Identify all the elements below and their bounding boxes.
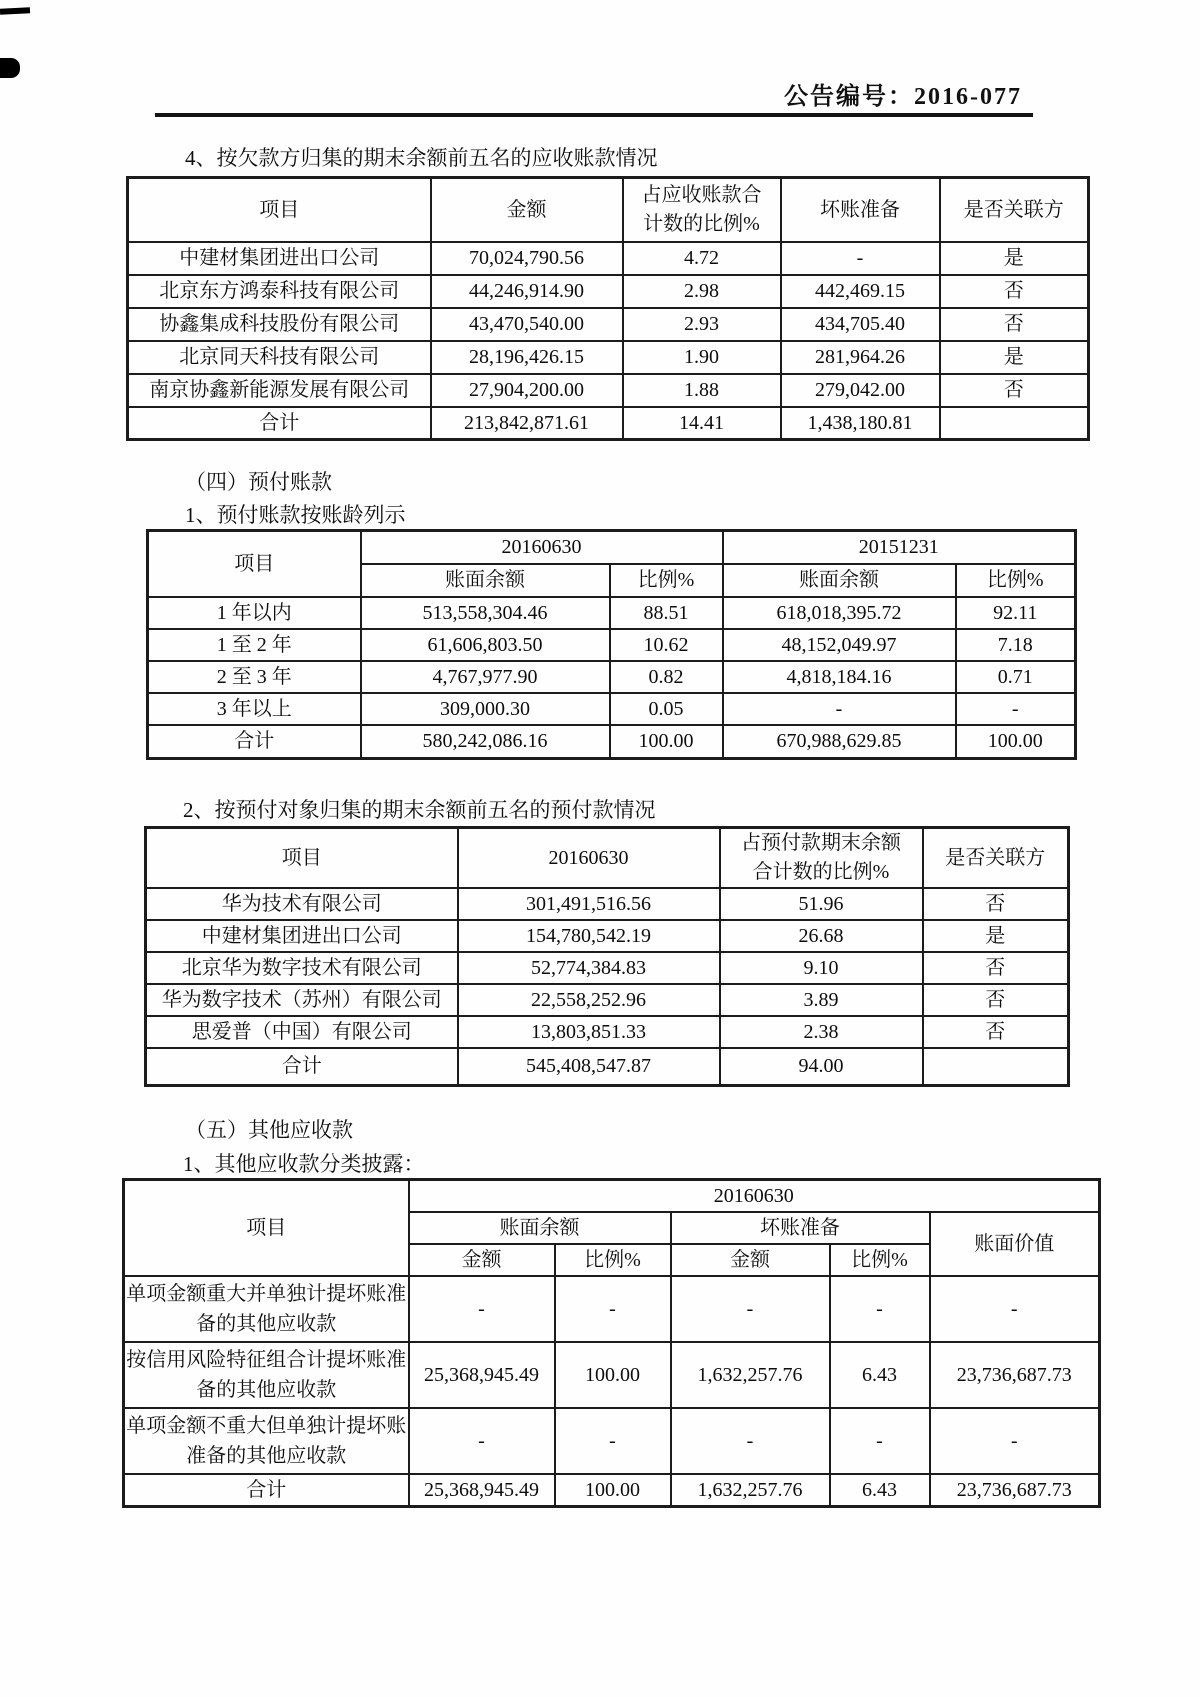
section-title-other-receivables: （五）其他应收款: [185, 1118, 353, 1142]
cell-amount: 52,774,384.83: [458, 952, 720, 984]
col-header-ratio-line1: 占应收账款合: [641, 183, 762, 206]
table-row: [148, 693, 1076, 725]
cell-ratio: 51.96: [720, 888, 923, 920]
cell-amount: 213,842,871.61: [431, 407, 623, 440]
col-header-amount: 金额: [431, 178, 623, 242]
cell-ratio: 6.43: [830, 1474, 930, 1507]
cell-balance: 61,606,803.50: [361, 629, 610, 661]
announcement-number: 公告编号：2016-077: [784, 84, 1022, 110]
col-header-item: 项目: [148, 531, 361, 597]
cell-bad-debt: 434,705.40: [781, 308, 940, 341]
cell-ratio: 100.00: [555, 1474, 671, 1507]
cell-amount: -: [671, 1276, 830, 1342]
col-header-item: 项目: [124, 1180, 409, 1277]
cell-total-label: 合计: [148, 725, 361, 759]
cell-company-name: 华为数字技术（苏州）有限公司: [146, 984, 458, 1016]
section-title-prepayments: （四）预付账款: [185, 470, 332, 494]
cell-amount: -: [671, 1408, 830, 1474]
table-header-row: [146, 828, 1069, 889]
cell-related: 否: [923, 952, 1069, 984]
table-header-row: [148, 531, 1076, 564]
col-header-period-20160630: 20160630: [361, 531, 723, 564]
col-header-balance: 账面余额: [361, 564, 610, 597]
cell-balance: 4,767,977.90: [361, 661, 610, 693]
cell-ratio: -: [555, 1408, 671, 1474]
col-header-item: 项目: [128, 178, 431, 242]
col-header-item: 项目: [146, 828, 458, 889]
col-header-bad-debt: 坏账准备: [671, 1212, 930, 1244]
cell-company-name: 协鑫集成科技股份有限公司: [128, 308, 431, 341]
cell-ratio: 0.71: [956, 661, 1076, 693]
cell-ratio: 1.90: [623, 341, 781, 374]
table-row: [148, 597, 1076, 629]
cell-company-name: 北京同天科技有限公司: [128, 341, 431, 374]
cell-company-name: 北京东方鸿泰科技有限公司: [128, 275, 431, 308]
cell-ratio: 94.00: [720, 1048, 923, 1085]
col-header-related: 是否关联方: [940, 178, 1089, 242]
col-header-ratio: [720, 828, 923, 889]
col-header-ratio-line2: 计数的比例%: [643, 212, 760, 235]
cell-amount: 44,246,914.90: [431, 275, 623, 308]
cell-aging-bucket: 2 至 3 年: [148, 661, 361, 693]
cell-amount: -: [409, 1276, 555, 1342]
cell-balance: 513,558,304.46: [361, 597, 610, 629]
col-header-ratio: 比例%: [610, 564, 723, 597]
cell-related: 否: [940, 275, 1089, 308]
cell-company-name: 南京协鑫新能源发展有限公司: [128, 374, 431, 407]
cell-amount: 301,491,516.56: [458, 888, 720, 920]
cell-ratio: 1.88: [623, 374, 781, 407]
cell-amount: 27,904,200.00: [431, 374, 623, 407]
col-header-ratio: 比例%: [830, 1244, 930, 1276]
cell-category: 单项金额重大并单独计提坏账准备的其他应收款: [124, 1276, 409, 1342]
table-total-row: [148, 725, 1076, 759]
table-total-row: [128, 407, 1089, 440]
table-row: [148, 661, 1076, 693]
cell-company-name: 中建材集团进出口公司: [146, 920, 458, 952]
cell-ratio: 9.10: [720, 952, 923, 984]
cell-ratio: 10.62: [610, 629, 723, 661]
table-row: [124, 1408, 1100, 1474]
cell-ratio: 0.05: [610, 693, 723, 725]
table-row: [146, 984, 1069, 1016]
table-row: [128, 242, 1089, 275]
table-header-row: [128, 178, 1089, 242]
cell-book-value: -: [930, 1408, 1100, 1474]
cell-related: [923, 1048, 1069, 1085]
cell-ratio: 92.11: [956, 597, 1076, 629]
cell-related: 是: [940, 341, 1089, 374]
cell-book-value: 23,736,687.73: [930, 1342, 1100, 1408]
table-row: [124, 1276, 1100, 1342]
cell-company-name: 思爱普（中国）有限公司: [146, 1016, 458, 1048]
header-rule: [155, 113, 1033, 117]
scan-artifact: [0, 58, 20, 78]
cell-ratio: 100.00: [956, 725, 1076, 759]
cell-total-label: 合计: [128, 407, 431, 440]
table-total-row: [124, 1474, 1100, 1507]
cell-aging-bucket: 1 年以内: [148, 597, 361, 629]
section-title-receivables-top5: 4、按欠款方归集的期末余额前五名的应收账款情况: [185, 146, 658, 170]
cell-ratio: 100.00: [555, 1342, 671, 1408]
cell-book-value: -: [930, 1276, 1100, 1342]
cell-category: 单项金额不重大但单独计提坏账准备的其他应收款: [124, 1408, 409, 1474]
prepayment-top5-table: [144, 826, 1070, 1087]
cell-book-value: 23,736,687.73: [930, 1474, 1100, 1507]
table-total-row: [146, 1048, 1069, 1085]
col-header-period: 20160630: [458, 828, 720, 889]
cell-amount: -: [409, 1408, 555, 1474]
scan-artifact: [0, 7, 30, 15]
col-header-period-20151231: 20151231: [723, 531, 1076, 564]
cell-ratio: -: [555, 1276, 671, 1342]
cell-ratio: 4.72: [623, 242, 781, 275]
col-header-related: 是否关联方: [923, 828, 1069, 889]
cell-balance: 618,018,395.72: [723, 597, 956, 629]
cell-balance: -: [723, 693, 956, 725]
col-header-amount: 金额: [671, 1244, 830, 1276]
subsection-title-aging: 1、预付账款按账龄列示: [185, 503, 406, 527]
cell-aging-bucket: 3 年以上: [148, 693, 361, 725]
cell-amount: 25,368,945.49: [409, 1474, 555, 1507]
col-header-bad-debt: 坏账准备: [781, 178, 940, 242]
cell-ratio: 2.38: [720, 1016, 923, 1048]
cell-amount: 25,368,945.49: [409, 1342, 555, 1408]
cell-ratio: 100.00: [610, 725, 723, 759]
cell-amount: 1,632,257.76: [671, 1342, 830, 1408]
table-row: [146, 888, 1069, 920]
col-header-period-20160630: 20160630: [409, 1180, 1100, 1213]
col-header-ratio-line1: 占预付款期末余额: [741, 832, 901, 854]
table-row: [128, 308, 1089, 341]
cell-balance: 309,000.30: [361, 693, 610, 725]
cell-bad-debt: 279,042.00: [781, 374, 940, 407]
cell-amount: 70,024,790.56: [431, 242, 623, 275]
cell-bad-debt: -: [781, 242, 940, 275]
cell-ratio: 88.51: [610, 597, 723, 629]
cell-ratio: -: [830, 1276, 930, 1342]
cell-related: [940, 407, 1089, 440]
receivables-top5-table: [126, 176, 1090, 441]
col-header-amount: 金额: [409, 1244, 555, 1276]
col-header-balance: 账面余额: [723, 564, 956, 597]
table-row: [146, 920, 1069, 952]
cell-related: 否: [940, 308, 1089, 341]
cell-ratio: -: [956, 693, 1076, 725]
cell-company-name: 北京华为数字技术有限公司: [146, 952, 458, 984]
table-row: [146, 1016, 1069, 1048]
cell-ratio: -: [830, 1408, 930, 1474]
table-row: [146, 952, 1069, 984]
cell-bad-debt: 281,964.26: [781, 341, 940, 374]
cell-ratio: 26.68: [720, 920, 923, 952]
table-row: [128, 275, 1089, 308]
cell-amount: 13,803,851.33: [458, 1016, 720, 1048]
cell-amount: 1,632,257.76: [671, 1474, 830, 1507]
col-header-book-value: 账面价值: [930, 1212, 1100, 1276]
table-row: [128, 374, 1089, 407]
col-header-ratio-line2: 合计数的比例%: [752, 861, 890, 883]
table-row: [124, 1342, 1100, 1408]
cell-ratio: 2.98: [623, 275, 781, 308]
cell-amount: 154,780,542.19: [458, 920, 720, 952]
prepayment-aging-table: [146, 529, 1077, 760]
cell-related: 是: [940, 242, 1089, 275]
cell-ratio: 2.93: [623, 308, 781, 341]
col-header-ratio: 比例%: [956, 564, 1076, 597]
col-header-balance: 账面余额: [409, 1212, 671, 1244]
subsection-title-prepay-top5: 2、按预付对象归集的期末余额前五名的预付款情况: [183, 798, 656, 822]
cell-related: 是: [923, 920, 1069, 952]
cell-total-label: 合计: [146, 1048, 458, 1085]
cell-related: 否: [923, 984, 1069, 1016]
cell-related: 否: [923, 888, 1069, 920]
table-row: [128, 341, 1089, 374]
cell-amount: 43,470,540.00: [431, 308, 623, 341]
cell-ratio: 3.89: [720, 984, 923, 1016]
cell-ratio: 0.82: [610, 661, 723, 693]
cell-balance: 4,818,184.16: [723, 661, 956, 693]
cell-company-name: 华为技术有限公司: [146, 888, 458, 920]
cell-bad-debt: 1,438,180.81: [781, 407, 940, 440]
table-row: [148, 629, 1076, 661]
cell-category: 按信用风险特征组合计提坏账准备的其他应收款: [124, 1342, 409, 1408]
cell-balance: 48,152,049.97: [723, 629, 956, 661]
cell-balance: 670,988,629.85: [723, 725, 956, 759]
col-header-ratio: 比例%: [555, 1244, 671, 1276]
cell-related: 否: [940, 374, 1089, 407]
cell-ratio: 6.43: [830, 1342, 930, 1408]
cell-company-name: 中建材集团进出口公司: [128, 242, 431, 275]
cell-ratio: 7.18: [956, 629, 1076, 661]
cell-total-label: 合计: [124, 1474, 409, 1507]
cell-aging-bucket: 1 至 2 年: [148, 629, 361, 661]
cell-amount: 28,196,426.15: [431, 341, 623, 374]
cell-related: 否: [923, 1016, 1069, 1048]
cell-bad-debt: 442,469.15: [781, 275, 940, 308]
cell-ratio: 14.41: [623, 407, 781, 440]
cell-amount: 545,408,547.87: [458, 1048, 720, 1085]
cell-balance: 580,242,086.16: [361, 725, 610, 759]
other-receivables-classification-table: [122, 1178, 1101, 1508]
col-header-ratio: [623, 178, 781, 242]
subsection-title-classification: 1、其他应收款分类披露：: [183, 1152, 425, 1176]
table-header-row: [124, 1180, 1100, 1213]
cell-amount: 22,558,252.96: [458, 984, 720, 1016]
